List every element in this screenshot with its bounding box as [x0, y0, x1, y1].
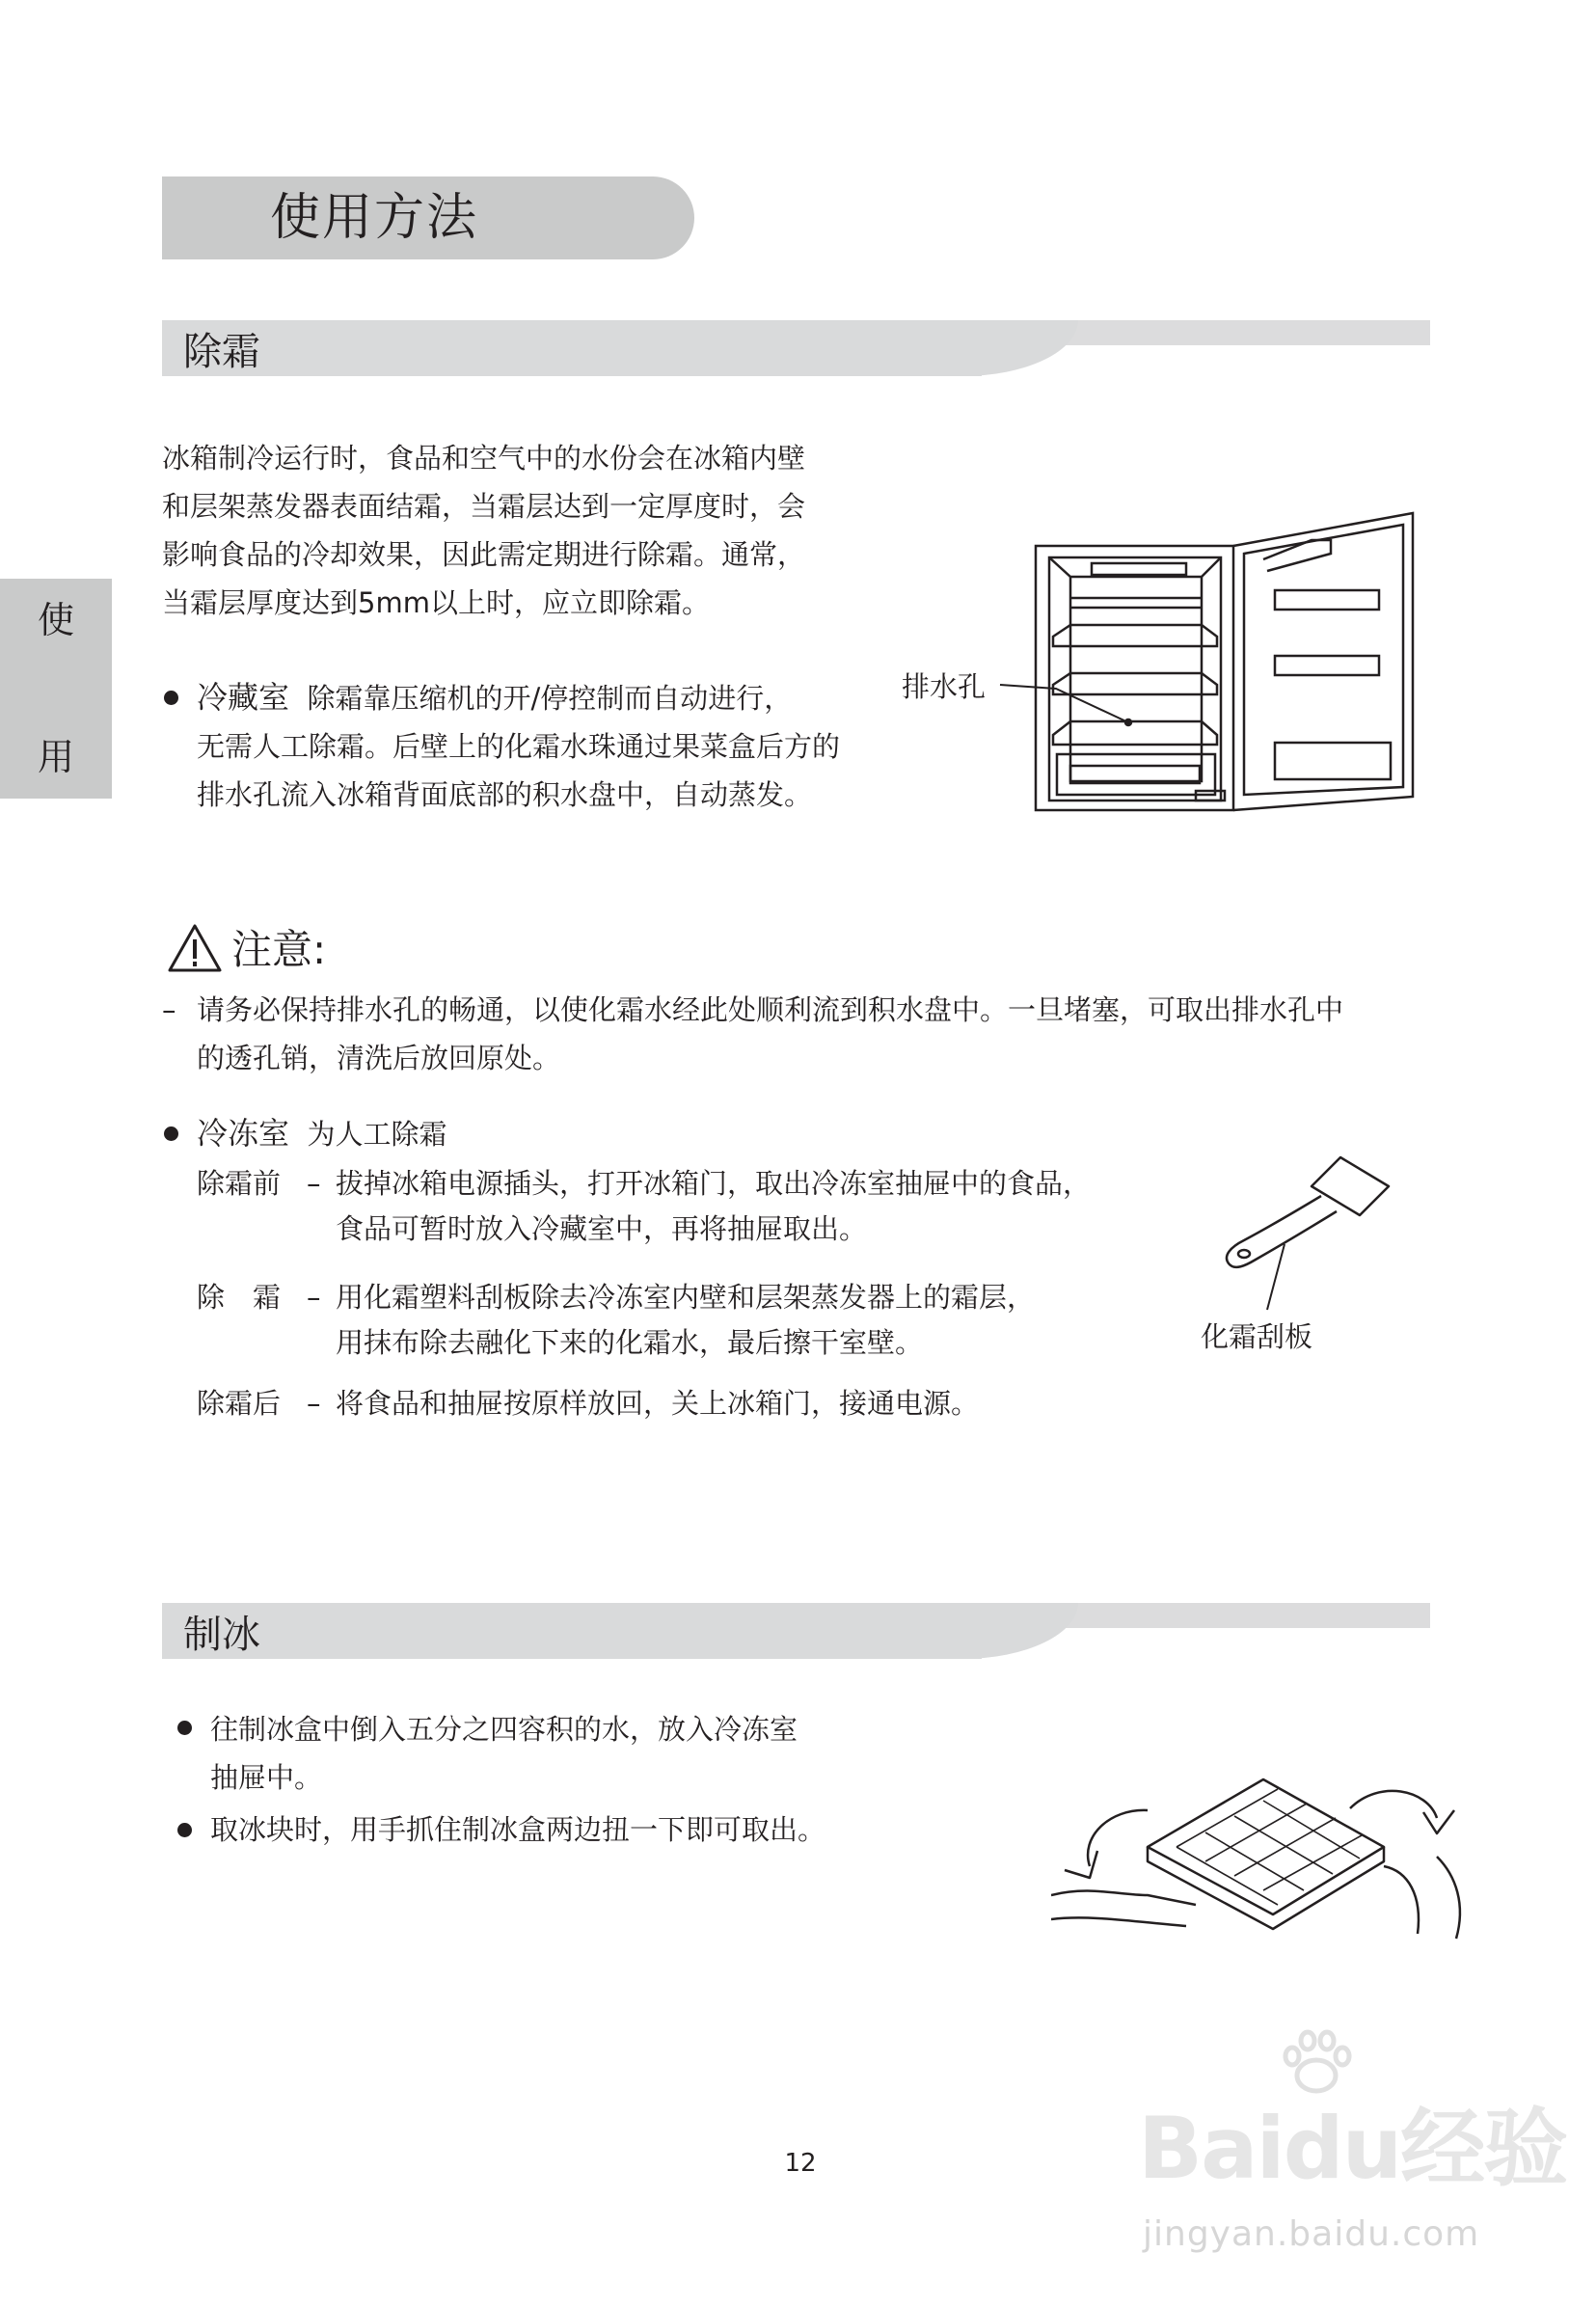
step-line: 拔掉冰箱电源插头，打开冰箱门，取出冷冻室抽屉中的食品，: [336, 1167, 1092, 1200]
ice-item-2: [210, 1805, 943, 1854]
scraper-illustration: [1205, 1148, 1398, 1321]
step-text-before: [336, 1161, 1204, 1252]
ice-item-1: [210, 1705, 943, 1802]
step-dash: –: [307, 1387, 321, 1420]
section-header-defrost: [162, 320, 1430, 376]
freezer-label: 冷冻室: [197, 1115, 290, 1152]
fridge-compartment-text: [197, 673, 949, 819]
step-dash: –: [307, 1167, 321, 1200]
section-header-ice: [162, 1603, 1430, 1659]
caution-line: 的透孔销，清洗后放回原处。: [197, 1042, 561, 1074]
step-line: 将食品和抽屉按原样放回，关上冰箱门，接通电源。: [336, 1387, 980, 1420]
ice-line: 取冰块时，用手抓住制冰盒两边扭一下即可取出。: [210, 1813, 826, 1846]
intro-line: 和层架蒸发器表面结霜，当霜层达到一定厚度时，会: [162, 490, 806, 523]
intro-line: 影响食品的冷却效果，因此需定期进行除霜。通常，: [162, 538, 806, 571]
step-label: 除霜后: [197, 1387, 282, 1420]
ice-line: 抽屉中。: [210, 1761, 323, 1794]
ice-line: 往制冰盒中倒入五分之四容积的水，放入冷冻室: [210, 1713, 798, 1746]
intro-line: 冰箱制冷运行时，食品和空气中的水份会在冰箱内壁: [162, 442, 806, 475]
bullet-dot: [164, 1126, 178, 1141]
side-tab-char-1: 使: [37, 599, 74, 641]
drain-hole-leader-line: [998, 675, 1143, 733]
watermark-url: jingyan.baidu.com: [1143, 2214, 1480, 2254]
step-text-after: [336, 1381, 1204, 1426]
step-line: 用化霜塑料刮板除去冷冻室内壁和层架蒸发器上的霜层，: [336, 1281, 1036, 1314]
side-tab: [0, 579, 112, 799]
fridge-label: 冷藏室: [197, 679, 290, 716]
caution-line: 请务必保持排水孔的畅通，以使化霜水经此处顺利流到积水盘中。一旦堵塞，可取出排水孔中: [197, 993, 1344, 1026]
bullet-dot: [164, 691, 178, 705]
defrost-intro: [162, 434, 914, 627]
step-line: 食品可暂时放入冷藏室中，再将抽屉取出。: [336, 1212, 868, 1245]
freezer-heading: [197, 1109, 446, 1158]
section-title-defrost: 除霜: [183, 330, 260, 374]
bullet-dot: [177, 1823, 192, 1837]
step-label: 除 霜: [197, 1281, 282, 1314]
fridge-line: 排水孔流入冰箱背面底部的积水盘中，自动蒸发。: [197, 778, 813, 811]
refrigerator-illustration: [1032, 502, 1427, 820]
caution-title: 注意:: [231, 926, 327, 973]
scraper-label: 化霜刮板: [1201, 1320, 1313, 1353]
freezer-desc: 为人工除霜: [307, 1118, 447, 1151]
page-number: 12: [784, 2149, 817, 2178]
watermark-logo: Baidu经验: [1138, 2099, 1567, 2198]
step-text-defrost: [336, 1275, 1204, 1366]
intro-line: 当霜层厚度达到5mm以上时，应立即除霜。: [162, 586, 710, 619]
page-title: 使用方法: [270, 189, 479, 247]
ice-tray-illustration: [1051, 1751, 1490, 1953]
drain-hole-label: 排水孔: [902, 670, 987, 703]
step-label: 除霜前: [197, 1167, 282, 1200]
bullet-dot: [177, 1721, 192, 1735]
section-title-ice: 制冰: [183, 1613, 260, 1657]
fridge-line: 无需人工除霜。后壁上的化霜水珠通过果菜盒后方的: [197, 730, 841, 763]
warning-triangle-icon: [166, 922, 224, 974]
side-tab-char-2: 用: [37, 736, 74, 778]
caution-dash: –: [162, 993, 176, 1026]
step-line: 用抹布除去融化下来的化霜水，最后擦干室壁。: [336, 1326, 924, 1359]
caution-text: [197, 986, 1489, 1082]
step-dash: –: [307, 1281, 321, 1314]
fridge-line: 除霜靠压缩机的开/停控制而自动进行，: [307, 682, 793, 715]
